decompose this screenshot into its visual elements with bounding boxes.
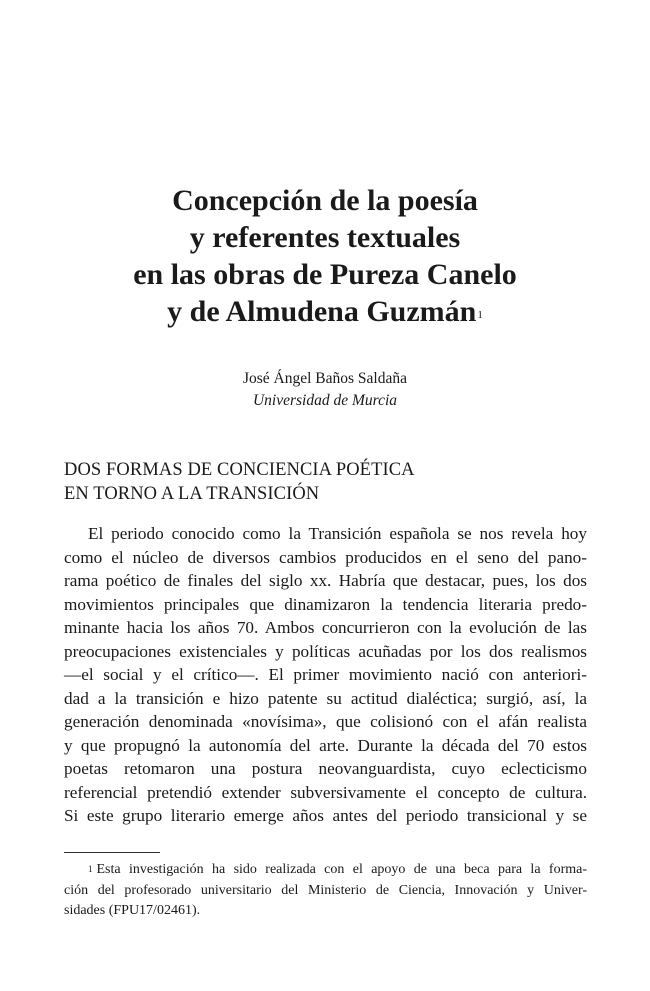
title-footnote-marker[interactable]: 1 [477,309,483,321]
footnote-line-text: Esta investigación ha sido realizada con el apoyo de una beca para la forma- [96,862,587,877]
footnote-separator [64,852,160,853]
footnote-line: ción del profesorado universitario del Ministerio de Ciencia, Innovación y Univer- [64,882,587,898]
body-line: generación denominada «novísima», que colisionó con el afán realista [64,712,587,731]
body-line: movimientos principales que dinamizaron la tendencia literaria predo- [64,594,587,614]
body-line: dad a la transición e hizo patente su actitud dialéctica; surgió, así, la [64,688,587,708]
body-line: y que propugnó la autonomía del arte. Durante la década del 70 estos [64,735,587,755]
title-line: Concepción de la poesía [172,184,478,217]
footnote-line: sidades (FPU17/02461). [64,903,201,918]
body-line: preocupaciones existenciales y políticas acuñadas por los dos realismos [64,641,587,661]
body-line: como el núcleo de diversos cambios producidos en el seno del pano- [64,547,587,567]
body-line: minante hacia los años 70. Ambos concurrieron con la evolución de las [64,618,587,637]
section-heading-line: EN TORNO A LA TRANSICIÓN [64,484,320,504]
article-title [0,182,650,330]
section-heading-line: DOS FORMAS DE CONCIENCIA POÉTICA [64,460,415,480]
footnote [64,860,587,922]
body-line: rama poético de finales del siglo xx. Habría que destacar, pues, los dos [64,571,587,590]
title-line-text: y de Almudena Guzmán [167,295,477,328]
body-line: poetas retomaron una postura neovanguardista, cuyo eclecticismo [64,759,587,778]
body-line: El periodo conocido como la Transición española se nos revela hoy [88,524,587,543]
footnote-line [64,860,587,881]
body-line: —el social y el crítico—. El primer movimiento nació con anteriori- [64,665,587,684]
author-name: José Ángel Baños Saldaña [242,370,407,387]
footnote-marker: 1 [88,864,93,874]
title-line-last [0,293,650,330]
author-affiliation: Universidad de Murcia [252,392,398,409]
title-line: en las obras de Pureza Canelo [133,258,517,291]
body-line: Si este grupo literario emerge años antes del periodo transicional y se [64,806,587,825]
body-paragraph [64,522,587,828]
body-line: referencial pretendió extender subversivamente el concepto de cultura. [64,782,587,802]
title-line: y referentes textuales [189,221,461,254]
section-heading [64,458,415,506]
